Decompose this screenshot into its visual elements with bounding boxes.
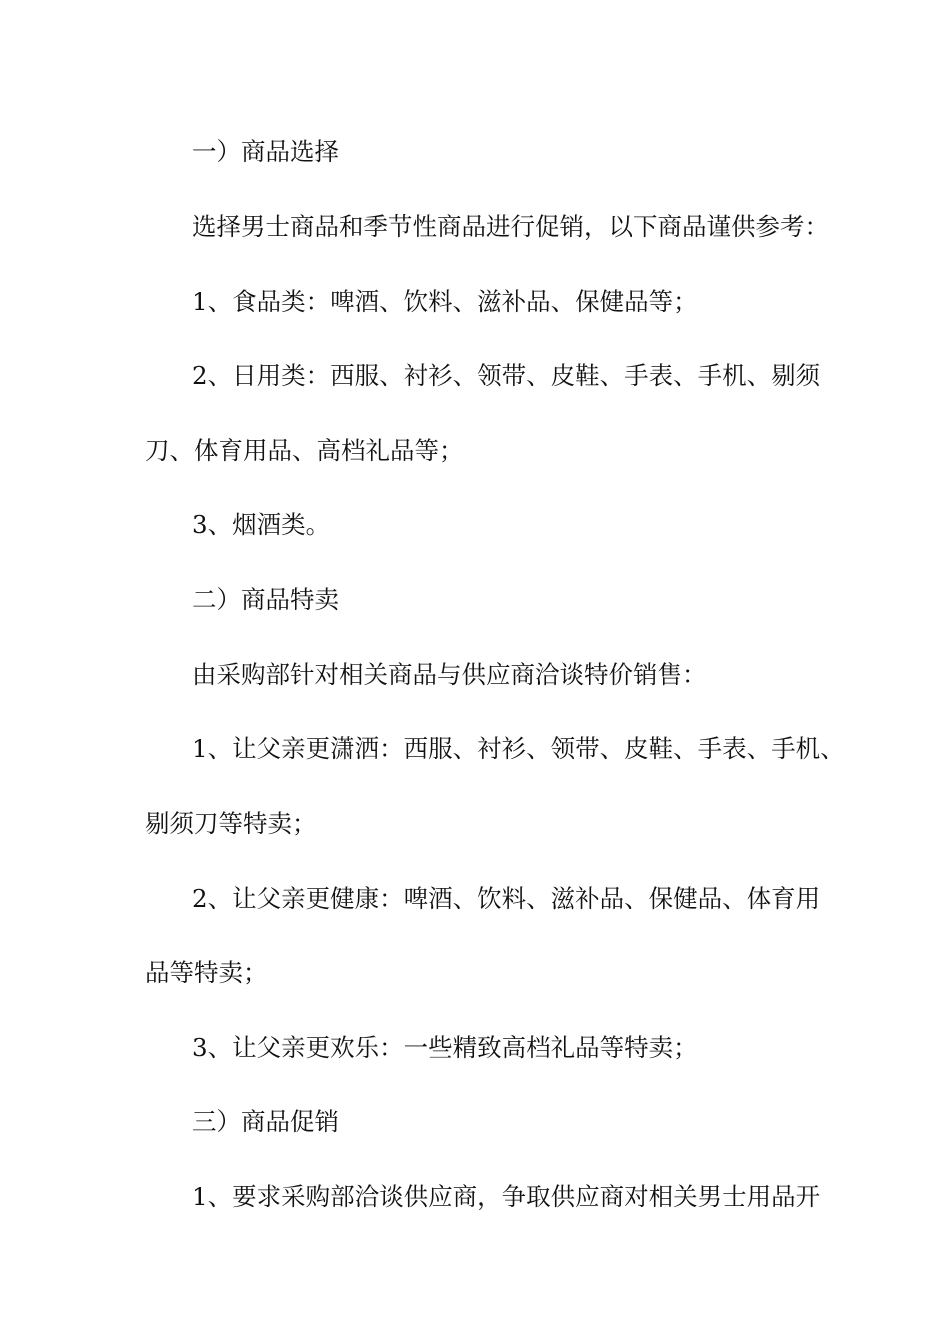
list-item-line: 1、让父亲更潇洒：西服、衬衫、领带、皮鞋、手表、手机、 (192, 734, 845, 763)
list-item-line: 2、让父亲更健康：啤酒、饮料、滋补品、保健品、体育用 (192, 884, 821, 913)
list-item-line: 1、要求采购部洽谈供应商，争取供应商对相关男士用品开 (192, 1182, 821, 1211)
section-heading-3: 三）商品促销 (192, 1107, 339, 1136)
list-item-line: 2、日用类：西服、衬衫、领带、皮鞋、手表、手机、剔须 (192, 361, 821, 390)
list-item-continuation: 剔须刀等特卖； (145, 809, 317, 838)
list-item-line: 3、让父亲更欢乐：一些精致高档礼品等特卖； (192, 1033, 698, 1062)
list-item-continuation: 品等特卖； (145, 958, 268, 987)
section-heading-2: 二）商品特卖 (192, 585, 339, 614)
list-item-line: 3、烟酒类。 (192, 510, 331, 539)
paragraph-line: 选择男士商品和季节性商品进行促销，以下商品谨供参考： (192, 212, 829, 241)
section-heading-1: 一）商品选择 (192, 137, 339, 166)
paragraph-line: 由采购部针对相关商品与供应商洽谈特价销售： (192, 660, 707, 689)
list-item-continuation: 刀、体育用品、高档礼品等； (145, 436, 464, 465)
list-item-line: 1、食品类：啤酒、饮料、滋补品、保健品等； (192, 287, 698, 316)
